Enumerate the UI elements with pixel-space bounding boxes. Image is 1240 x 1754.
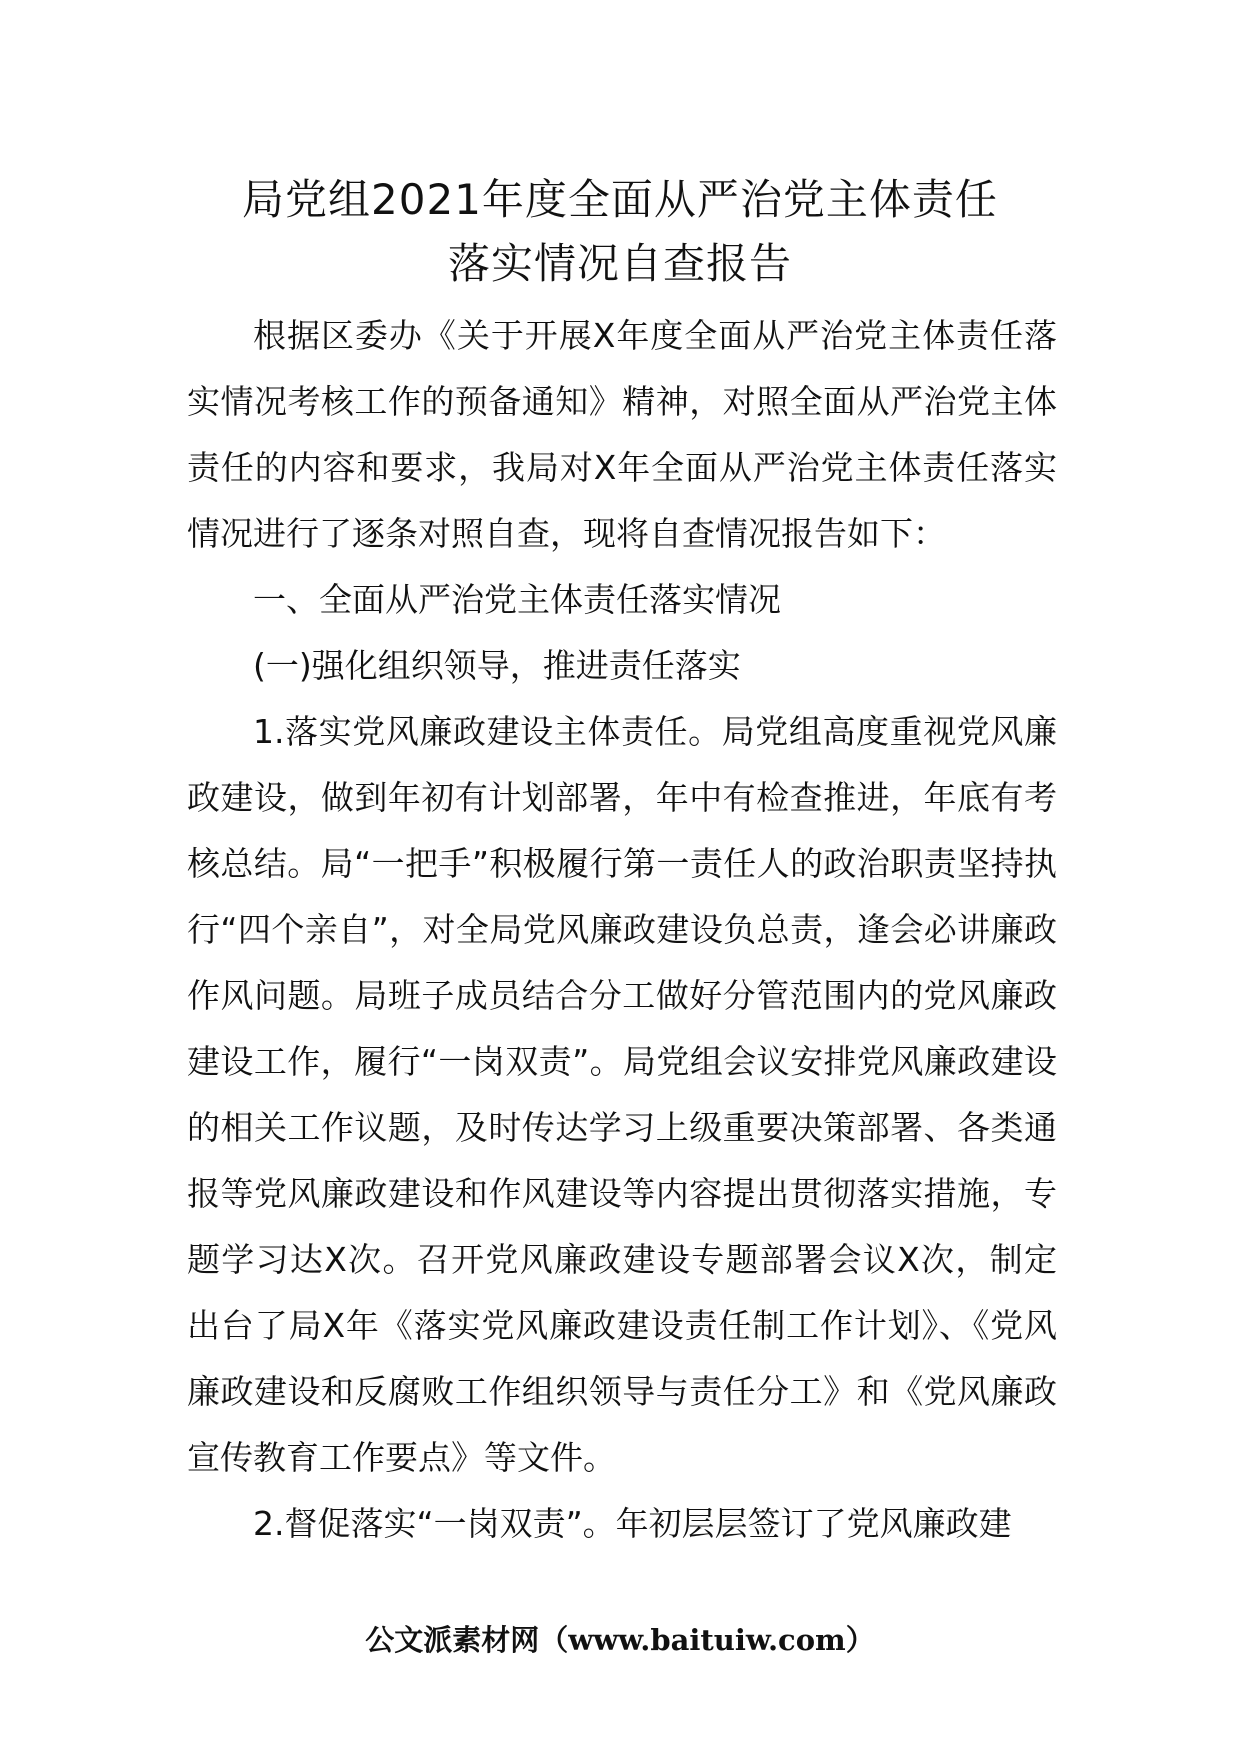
document-title-line-1: 局党组2021年度全面从严治党主体责任 bbox=[242, 175, 998, 224]
item-2-paragraph: 2.督促落实“一岗双责”。年初层层签订了党风廉政建 bbox=[253, 1504, 1012, 1543]
intro-paragraph: 根据区委办《关于开展X年度全面从严治党主体责任落实情况考核工作的预备通知》精神，对照全面从严治党主体责任的内容和要求，我局对X年全面从严治党主体责任落实情况进行了逐条对照自查，现将自查情况报告如下： bbox=[187, 316, 1057, 553]
footer-watermark: 公文派素材网（www.baituiw.com） bbox=[365, 1623, 875, 1657]
subsection-heading: (一)强化组织领导，推进责任落实 bbox=[253, 646, 741, 685]
document-body bbox=[187, 303, 1057, 1557]
document-title-line-2: 落实情况自查报告 bbox=[447, 239, 792, 288]
section-heading: 一、全面从严治党主体责任落实情况 bbox=[253, 580, 781, 619]
item-1-paragraph: 1.落实党风廉政建设主体责任。局党组高度重视党风廉政建设，做到年初有计划部署，年中有检查推进，年底有考核总结。局“一把手”积极履行第一责任人的政治职责坚持执行“四个亲自”，对全局党风廉政建设负总责，逢会必讲廉政作风问题。局班子成员结合分工做好分管范围内的党风廉政建设工作，履行“一岗双责”。局党组会议安排党风廉政建设的相关工作议题，及时传达学习上级重要决策部署、各类通报等党风廉政建设和作风建设等内容提出贯彻落实措施，专题学习达X次。召开党风廉政建设专题部署会议X次，制定出台了局X年《落实党风廉政建设责任制工作计划》、《党风廉政建设和反腐败工作组织领导与责任分工》和《党风廉政宣传教育工作要点》等文件。 bbox=[187, 712, 1057, 1477]
